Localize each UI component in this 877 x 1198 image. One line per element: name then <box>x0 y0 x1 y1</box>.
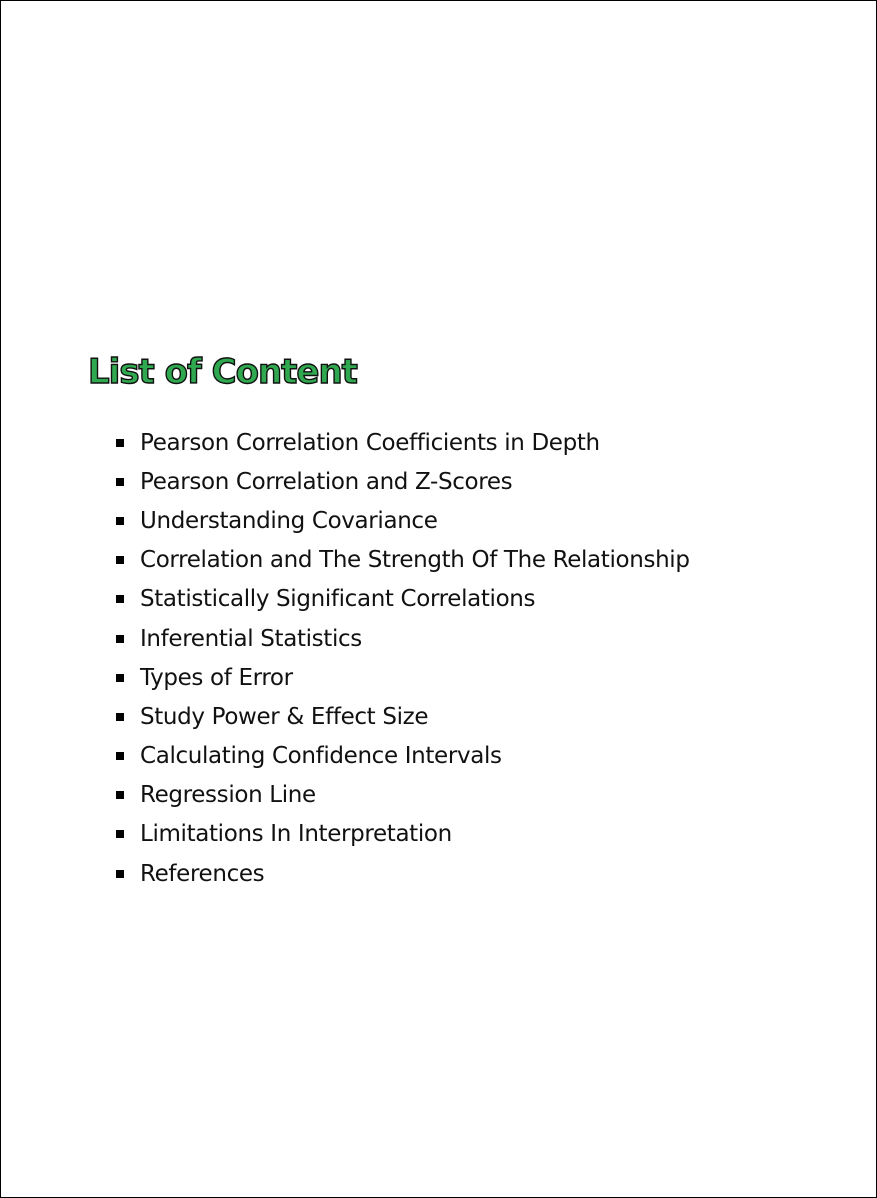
square-bullet-icon <box>116 478 124 486</box>
list-item-label: Study Power & Effect Size <box>140 703 429 730</box>
list-item-label: Correlation and The Strength Of The Relationship <box>140 547 690 574</box>
list-item <box>116 815 690 854</box>
square-bullet-icon <box>116 830 124 838</box>
list-item-label: Types of Error <box>140 664 293 691</box>
square-bullet-icon <box>116 595 124 603</box>
square-bullet-icon <box>116 556 124 564</box>
list-item <box>116 619 690 658</box>
square-bullet-icon <box>116 791 124 799</box>
list-item-label: Inferential Statistics <box>140 625 362 652</box>
square-bullet-icon <box>116 674 124 682</box>
list-item <box>116 737 690 776</box>
list-item-label: Pearson Correlation and Z-Scores <box>140 468 513 495</box>
list-item-label: Statistically Significant Correlations <box>140 586 536 613</box>
list-item-label: Calculating Confidence Intervals <box>140 743 502 770</box>
square-bullet-icon <box>116 752 124 760</box>
square-bullet-icon <box>116 713 124 721</box>
list-item <box>116 776 690 815</box>
list-item <box>116 580 690 619</box>
square-bullet-icon <box>116 439 124 447</box>
square-bullet-icon <box>116 635 124 643</box>
list-item <box>116 697 690 736</box>
list-item <box>116 541 690 580</box>
page-title: List of Content <box>88 352 357 392</box>
square-bullet-icon <box>116 870 124 878</box>
list-item-label: References <box>140 860 265 887</box>
list-item <box>116 658 690 697</box>
table-of-contents <box>116 423 690 893</box>
list-item-label: Regression Line <box>140 782 316 809</box>
list-item <box>116 423 690 462</box>
list-item-label: Pearson Correlation Coefficients in Depth <box>140 429 600 456</box>
square-bullet-icon <box>116 517 124 525</box>
list-item <box>116 501 690 540</box>
list-item-label: Understanding Covariance <box>140 507 438 534</box>
list-item <box>116 462 690 501</box>
list-item-label: Limitations In Interpretation <box>140 821 452 848</box>
list-item <box>116 854 690 893</box>
